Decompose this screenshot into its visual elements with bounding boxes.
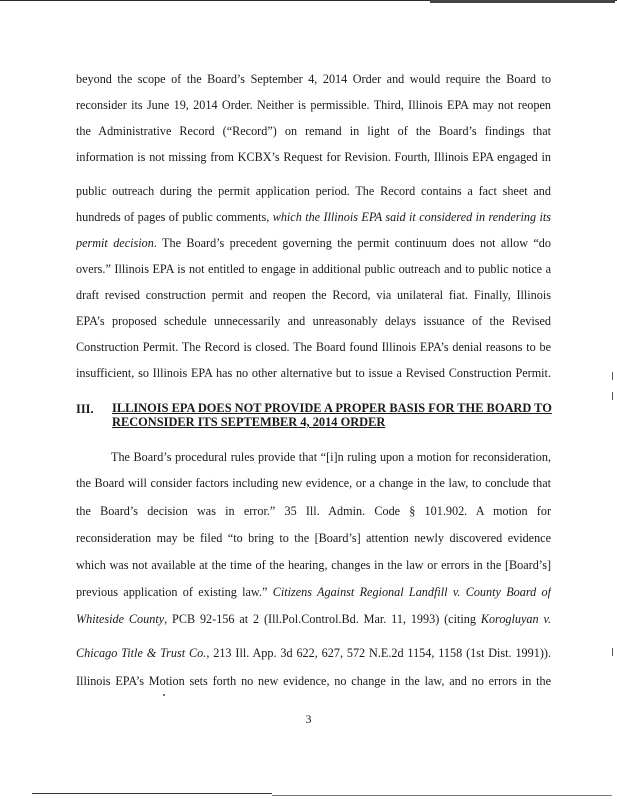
section-heading-line-1: ILLINOIS EPA DOES NOT PROVIDE A PROPER BASIS FOR THE BOARD TO [112,401,552,415]
italic-text-run: Korogluyan v. [480,612,551,626]
body-text-line: the Administrative Record (“Record”) on remand in light of the Board’s findings that [76,124,551,138]
scan-edge-bottom-right [272,795,612,796]
body-text-line: Illinois EPA’s Motion sets forth no new evidence, no change in the law, and no errors in the [76,674,551,688]
body-text-line: public outreach during the permit application period. The Record contains a fact sheet and [76,184,551,198]
scan-edge-top-right [430,0,615,3]
section-heading-line-2: RECONSIDER ITS SEPTEMBER 4, 2014 ORDER [112,415,386,429]
body-text-line: beyond the scope of the Board’s September 4, 2014 Order and would require the Board to [76,72,551,86]
body-text-line [76,210,551,224]
text-run: previous application of existing law.” [76,585,273,599]
body-text-line: which was not available at the time of the hearing, changes in the law or errors in the [Board’s] [76,558,551,572]
text-run: . The Board’s precedent governing the permit continuum does not allow “do [153,236,551,250]
body-text-line: Construction Permit. The Record is closed. The Board found Illinois EPA’s denial reasons to be [76,340,551,354]
body-text-line [76,612,551,626]
body-text-line [76,585,551,599]
body-text-line [76,646,551,660]
body-text-line: insufficient, so Illinois EPA has no other alternative but to issue a Revised Construction Permit. [76,366,551,380]
scan-edge-bottom [32,793,272,794]
body-text-line: The Board’s procedural rules provide that “[i]n ruling upon a motion for reconsideration, [111,450,551,464]
text-run: , PCB 92-156 at 2 (Ill.Pol.Control.Bd. Mar. 11, 1993) (citing [164,612,481,626]
page-number: 3 [305,712,312,726]
italic-text-run: Citizens Against Regional Landfill v. County Board of [272,585,551,599]
body-text-line: the Board will consider factors including new evidence, or a change in the law, to conclude that [76,476,551,490]
body-text-line [76,236,551,250]
scan-edge-mark [612,372,613,380]
scan-edge-mark [612,392,613,400]
italic-text-run: permit decision [76,236,154,250]
body-text-line: the Board’s decision was in error.” 35 Ill. Admin. Code § 101.902. A motion for [76,504,551,518]
body-text-line: reconsideration may be filed “to bring to the [Board’s] attention newly discovered evidence [76,531,551,545]
body-text-line: overs.” Illinois EPA is not entitled to engage in additional public outreach and to public notice a [76,262,551,276]
body-text-line: information is not missing from KCBX’s Request for Revision. Fourth, Illinois EPA engaged in [76,150,551,164]
section-number: III. [76,402,94,416]
text-run: , 213 Ill. App. 3d 622, 627, 572 N.E.2d 1154, 1158 (1st Dist. 1991)). [206,646,551,660]
scan-edge-mark [612,648,613,656]
italic-text-run: Whiteside County [76,612,165,626]
body-text-line: EPA’s proposed schedule unnecessarily and unreasonably delays issuance of the Revised [76,314,551,328]
body-text-line: draft revised construction permit and reopen the Record, via unilateral fiat. Finally, Illinois [76,288,551,302]
italic-text-run: Chicago Title & Trust Co. [76,646,207,660]
scan-speck [163,694,165,696]
text-run: hundreds of pages of public comments, [76,210,273,224]
body-text-line: reconsider its June 19, 2014 Order. Neither is permissible. Third, Illinois EPA may not reopen [76,98,551,112]
italic-text-run: which the Illinois EPA said it considered in rendering its [272,210,551,224]
